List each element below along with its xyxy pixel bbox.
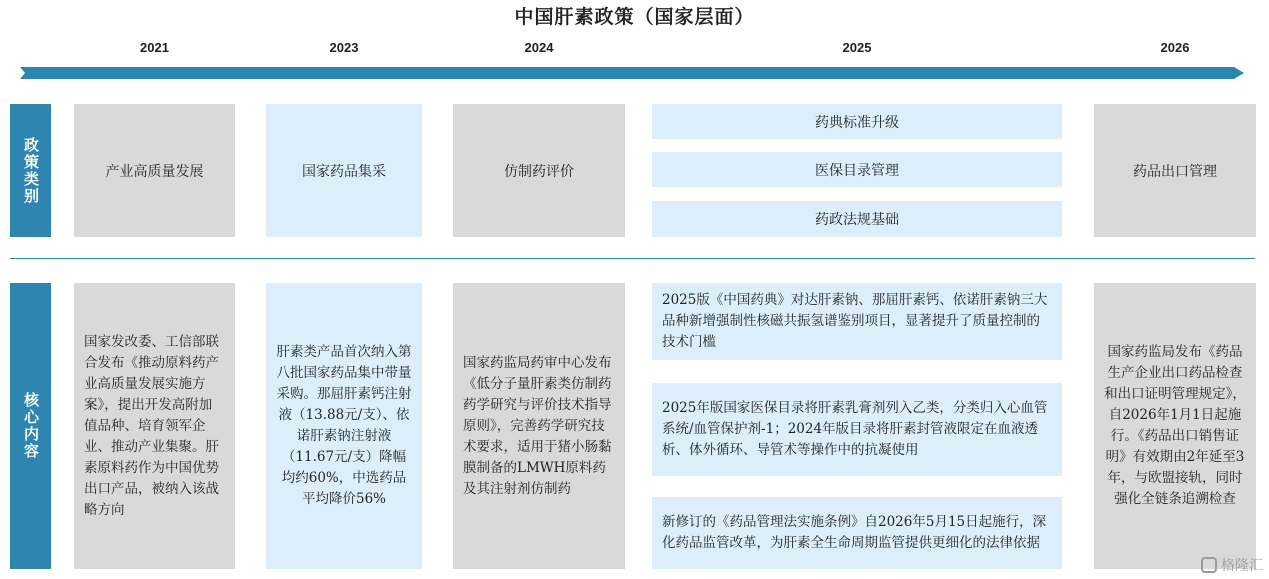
- category-2021: [74, 104, 235, 237]
- content-2023: [266, 283, 422, 569]
- content-2024-text: 国家药监局药审中心发布《低分子量肝素类仿制药药学研究与评价技术指导原则》，完善药学研究技术要求，适用于猪小肠黏膜制备的LMWH原料药及其注射剂仿制药: [463, 354, 612, 497]
- content-2023-text: 肝素类产品首次纳入第八批国家药品集中带量采购。那屈肝素钙注射液（13.88元/支）、依诺肝素钠注射液（11.67元/支）降幅均约60%，中选药品平均降价56%: [276, 344, 412, 507]
- category-2023-text: 国家药品集采: [302, 163, 386, 180]
- gelonghui-logo-icon: [1201, 557, 1217, 573]
- category-2021-text: 产业高质量发展: [105, 163, 204, 180]
- category-2024-text: 仿制药评价: [504, 163, 574, 180]
- content-2021-text: 国家发改委、工信部联合发布《推动原料药产业高质量发展实施方案》，提出开发高附加值品种、培育领军企业、推动产业集聚。肝素原料药作为中国优势出口产品，被纳入该战略方向: [84, 333, 219, 518]
- category-2026-text: 药品出口管理: [1133, 163, 1217, 180]
- category-2025-c: [652, 201, 1062, 237]
- row-label-content-text: 核心内容: [22, 392, 40, 460]
- row-label-content: [10, 283, 51, 569]
- content-2026-text: 国家药监局发布《药品生产企业出口药品检查和出口证明管理规定》，自2026年1月1日起施行。《药品出口销售证明》有效期由2年延至3年，与欧盟接轨，同时强化全链条追溯检查: [1104, 344, 1246, 507]
- row-label-category-text: 政策类别: [22, 136, 40, 205]
- content-2025-a: [652, 283, 1062, 360]
- category-2025-b: [652, 152, 1062, 187]
- watermark-logo: [1201, 555, 1263, 575]
- page-title: 中国肝素政策（国家层面）: [514, 6, 755, 28]
- content-2025-c: [652, 497, 1062, 569]
- content-2026: [1094, 283, 1256, 569]
- category-2025-b-text: 医保目录管理: [815, 162, 899, 179]
- category-2025-a-text: 药典标准升级: [815, 114, 899, 131]
- section-divider: [10, 258, 1255, 259]
- content-2025-b-text: 2025年版国家医保目录将肝素乳膏剂列入乙类，分类归入心血管系统/血管保护剂-1；2024年版目录将肝素封管液限定在血液透析、体外循环、导管术等操作中的抗凝使用: [662, 400, 1048, 458]
- row-label-category: [10, 104, 51, 237]
- year-2021: 2021: [140, 40, 169, 55]
- category-2025-a: [652, 104, 1062, 139]
- watermark-text: 格隆汇: [1221, 557, 1263, 573]
- year-2024: 2024: [524, 40, 554, 55]
- year-2023: 2023: [329, 40, 359, 55]
- category-2026: [1094, 104, 1256, 237]
- content-2025-c-text: 新修订的《药品管理法实施条例》自2026年5月15日起施行，深化药品监管改革，为肝素全生命周期监管提供更细化的法律依据: [662, 514, 1047, 551]
- content-2024: [453, 283, 625, 569]
- category-2024: [453, 104, 625, 237]
- category-2023: [266, 104, 422, 237]
- content-2025-a-text: 2025版《中国药典》对达肝素钠、那屈肝素钙、依诺肝素钠三大品种新增强制性核磁共振氢谱鉴别项目，显著提升了质量控制的技术门槛: [662, 292, 1048, 350]
- year-2025: 2025: [842, 40, 872, 55]
- category-2025-c-text: 药政法规基础: [815, 212, 899, 228]
- year-2026: 2026: [1160, 40, 1190, 55]
- content-2021: [74, 283, 235, 569]
- content-2025-b: [652, 383, 1062, 476]
- timeline-arrow: [20, 67, 1244, 79]
